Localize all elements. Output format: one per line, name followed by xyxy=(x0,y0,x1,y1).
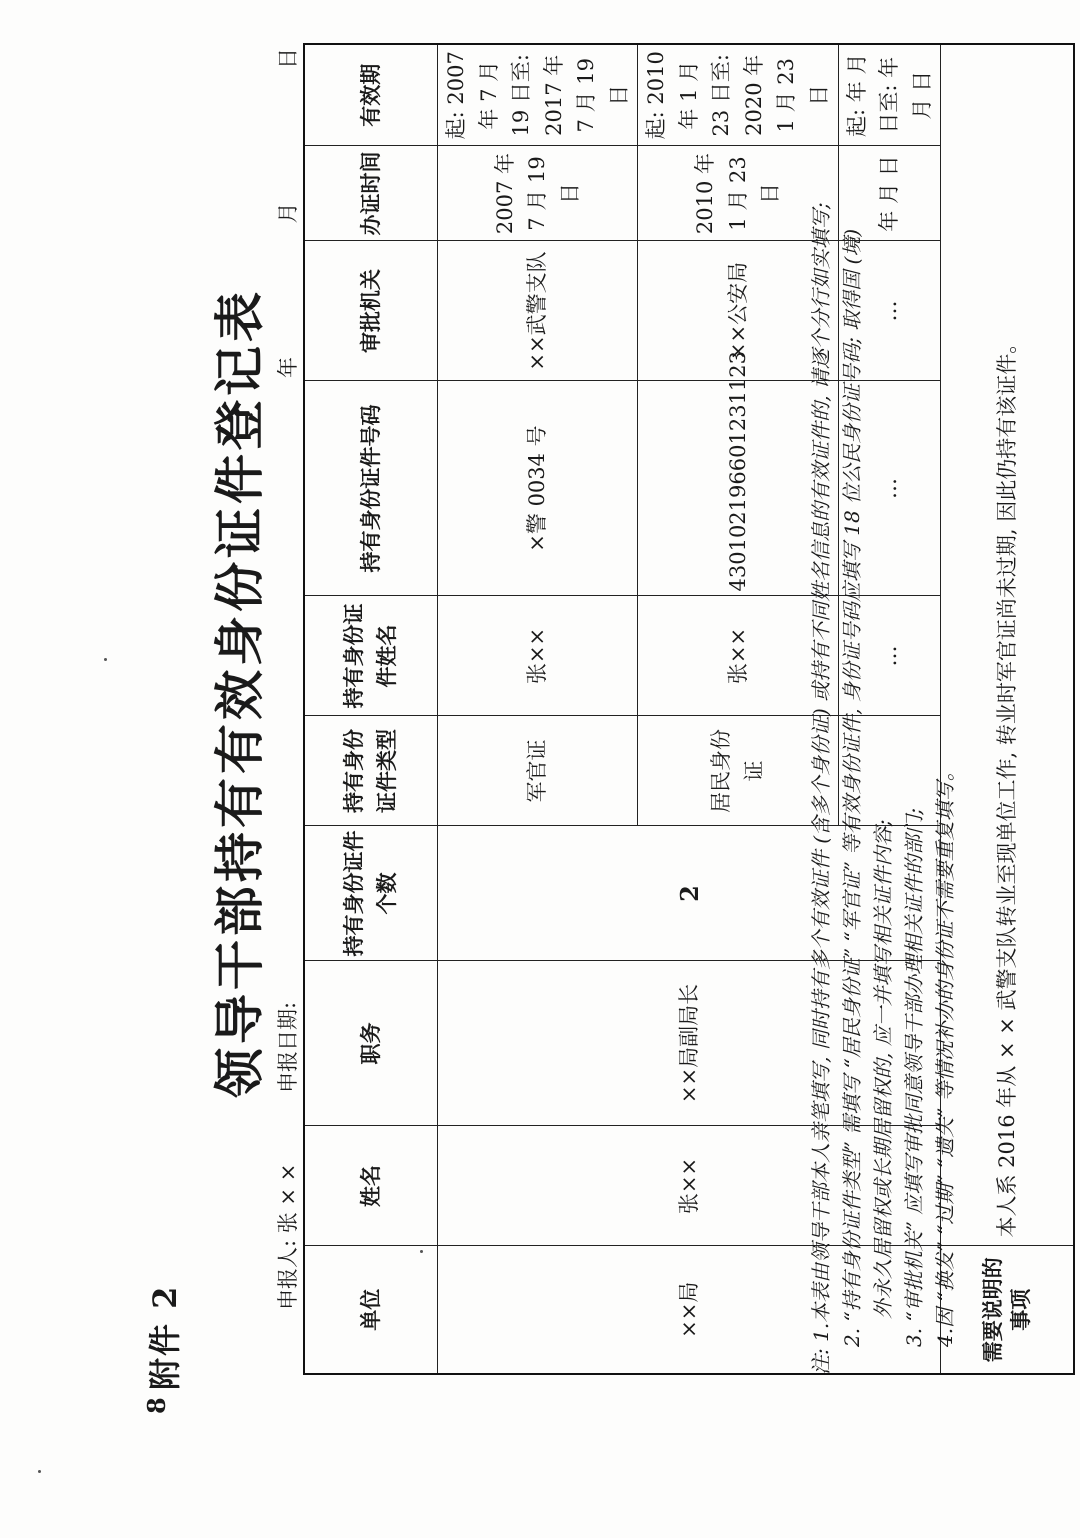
remark-label: 需要说明的事项 xyxy=(941,1246,1075,1374)
header-authority: 审批机关 xyxy=(304,241,438,381)
cell-position: ××局副局长 xyxy=(438,961,941,1126)
cell-holder-name: 张×× xyxy=(638,596,838,716)
note-line: 外永久居留权或长期居留权的, 应一并填写相关证件内容; xyxy=(871,819,895,1319)
note-line: 2. “持有身份证件类型” 需填写 “居民身份证” “军官证” 等有效身份证件, 身份证号码应填写 18 位公民身份证号码; 取得国 (境) xyxy=(840,228,864,1347)
notes-section xyxy=(806,35,961,1375)
date-day-label: 日 xyxy=(276,48,300,69)
cell-type: 居民身份证 xyxy=(638,716,838,826)
page-number: 8 xyxy=(142,1397,171,1414)
note-line: 3. “审批机关” 应填写审批同意领导干部办理相关证件的部门; xyxy=(902,808,926,1347)
note-line: 4.因 “换发” “过期” “遗失” 等情况补办的身份证不需要重复填写。 xyxy=(933,761,957,1347)
header-position: 职务 xyxy=(304,961,438,1126)
cell-unit: ××局 xyxy=(438,1246,941,1374)
header-type: 持有身份证件类型 xyxy=(304,716,438,826)
date-month-label: 月 xyxy=(276,202,300,224)
cell-number: ×警 0034 号 xyxy=(438,381,638,596)
document-title: 领导干部持有有效身份证件登记表 xyxy=(210,288,269,1098)
cell-holder-name: 张×× xyxy=(438,596,638,716)
report-date-label: 申报日期: xyxy=(276,1001,300,1093)
cell-authority: … xyxy=(838,241,941,381)
cell-name: 张×× xyxy=(438,1126,941,1246)
cell-number: … xyxy=(838,381,941,596)
cell-issue-time: 2007 年 7 月 19 日 xyxy=(438,146,638,241)
header-name: 姓名 xyxy=(304,1126,438,1246)
table-row xyxy=(438,44,638,1374)
cell-authority: ××武警支队 xyxy=(438,241,638,381)
cell-number: 430102196601231123 xyxy=(638,381,838,596)
cell-issue-time: 2010 年 1 月 23 日 xyxy=(638,146,838,241)
cell-validity: 起: 2007 年 7 月 19 日至: 2017 年 7 月 19 日 xyxy=(438,44,638,146)
header-row xyxy=(304,44,438,1374)
note-line: 注: 1.本表由领导干部本人亲笔填写, 同时持有多个有效证件 (含多个身份证) 或持有不同姓名信息的有效证件的, 请逐个分行如实填写; xyxy=(809,202,833,1375)
date-year-label: 年 xyxy=(276,357,300,378)
header-unit: 单位 xyxy=(304,1246,438,1374)
cell-count: 2 xyxy=(438,826,941,961)
cell-issue-time: 年 月 日 xyxy=(838,146,941,241)
cell-authority: ××公安局 xyxy=(638,241,838,381)
header-validity: 有效期 xyxy=(304,44,438,146)
header-holder-name: 持有身份证件姓名 xyxy=(304,596,438,716)
reporter-field: 申报人: 张 × × xyxy=(276,1163,300,1310)
header-issue-time: 办证时间 xyxy=(304,146,438,241)
cell-holder-name: … xyxy=(838,596,941,716)
cell-validity: 起: 年 月 日至: 年 月 日 xyxy=(838,44,941,146)
cell-validity: 起: 2010 年 1 月 23 日至: 2020 年 1 月 23 日 xyxy=(638,44,838,146)
header-count: 持有身份证件个数 xyxy=(304,826,438,961)
attachment-label: 附件 2 xyxy=(146,1284,184,1390)
report-date-blanks xyxy=(272,48,302,378)
header-number: 持有身份证件号码 xyxy=(304,381,438,596)
remark-text: 本人系 2016 年从 × × 武警支队转业至现单位工作, 转业时军官证尚未过期, 因此仍持有该证件。 xyxy=(941,44,1075,1246)
cell-type: 军官证 xyxy=(438,716,638,826)
